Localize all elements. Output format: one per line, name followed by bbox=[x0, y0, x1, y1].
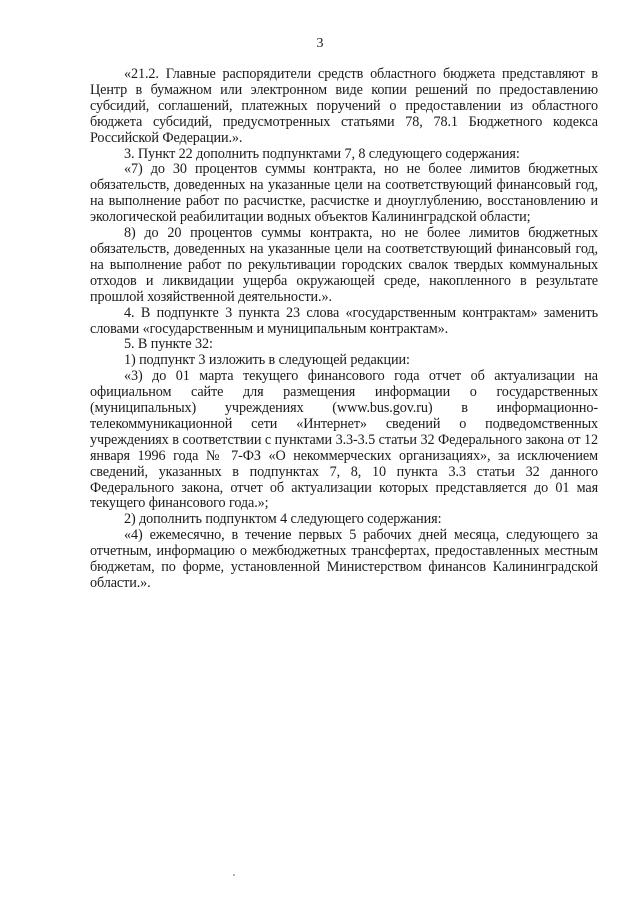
document-body bbox=[90, 67, 598, 592]
paragraph-subitem-2: 2) дополнить подпунктом 4 следующего содержания: bbox=[124, 511, 442, 528]
paragraph-subitem-8: 8) до 20 процентов суммы контракта, но не более лимитов бюджетных обязательств, доведенных на указанные цели на соответствующий финансовый год, на выполнение работ по рекультивации городских свалок твердых коммунальных отходов и ликвидации ущерба окружающей среде, накопленного в результате прошлой хозяйственной деятельности.». bbox=[90, 225, 598, 305]
paragraph-subitem-4-text: «4) ежемесячно, в течение первых 5 рабочих дней месяца, следующего за отчетным, информацию о межбюджетных трансфертах, предоставленных местным бюджетам, по форме, установленной Министерством финансов Калининградской области.». bbox=[90, 527, 598, 591]
paragraph-subitem-1: 1) подпункт 3 изложить в следующей редакции: bbox=[124, 352, 410, 369]
paragraph-21-2: «21.2. Главные распорядители средств областного бюджета представляют в Центр в бумажном или электронном виде копии решений по предоставлению субсидий, соглашений, платежных поручений о предоставлении из областного бюджета субсидий, предусмотренных статьями 78, 78.1 Бюджетного кодекса Российской Федерации.». bbox=[90, 66, 598, 146]
paragraph-item-4: 4. В подпункте 3 пункта 23 слова «государственным контрактам» заменить словами «государственным и муниципальным контрактам». bbox=[90, 304, 598, 337]
paragraph-item-3-header: 3. Пункт 22 дополнить подпунктами 7, 8 следующего содержания: bbox=[124, 145, 520, 162]
scan-speck bbox=[233, 874, 235, 876]
page-number: 3 bbox=[316, 36, 324, 51]
paragraph-subitem-7: «7) до 30 процентов суммы контракта, но не более лимитов бюджетных обязательств, доведенных на указанные цели на соответствующий финансовый год, на выполнение работ по расчистке, расчистке и дноуглублению, восстановлению и экологической реабилитации водных объектов Калининградской области; bbox=[90, 161, 598, 226]
paragraph-subitem-3-text: «3) до 01 марта текущего финансового года отчет об актуализации на официальном сайте для размещения информации о государственных (муниципальных) учреждениях (www.bus.gov.ru) в информационно-телекоммуникационной сети «Интернет» сведений о подведомственных учреждениях в соответствии с пунктами 3.3-3.5 статьи 32 Федерального закона от 12 января 1996 года № 7-ФЗ «О некоммерческих организациях», за исключением сведений, указанных в подпунктах 7, 8, 10 пункта 3.3 статьи 32 данного Федерального закона, отчет об актуализации которых представляется до 01 мая текущего финансового года.»; bbox=[90, 368, 598, 512]
paragraph-item-5-header: 5. В пункте 32: bbox=[124, 336, 213, 353]
